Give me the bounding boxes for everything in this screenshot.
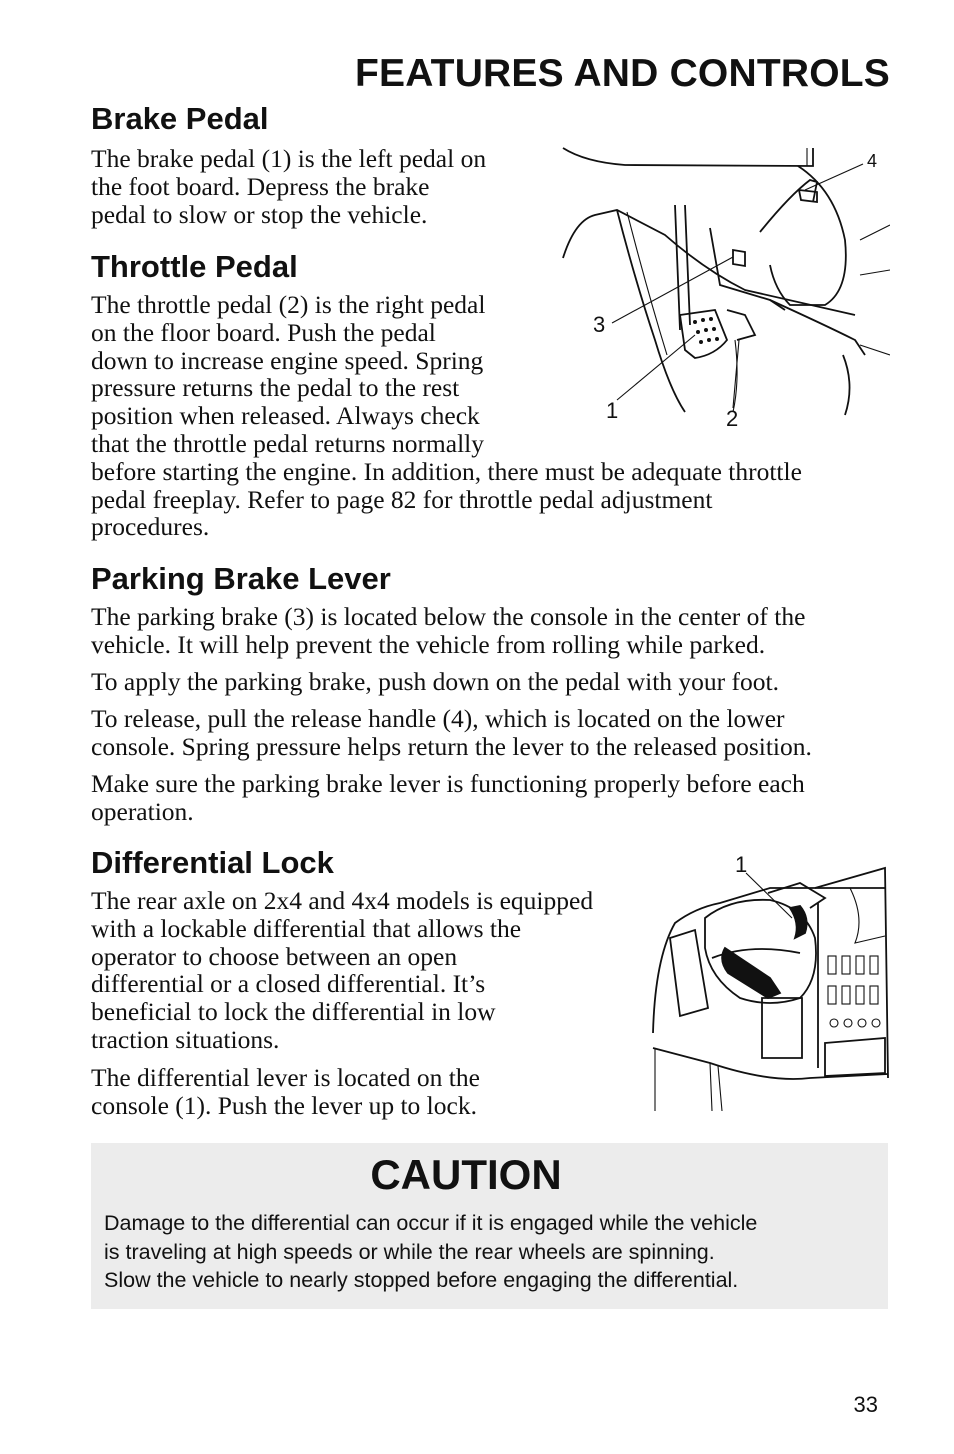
- text-line: vehicle. It will help prevent the vehicle from rolling while parked.: [91, 629, 766, 659]
- callout-2: 2: [726, 406, 739, 430]
- text-line: operator to choose between an open: [91, 941, 458, 971]
- text-line: console. Spring pressure helps return the lever to the released position.: [91, 731, 812, 761]
- page-header: FEATURES AND CONTROLS: [354, 52, 890, 95]
- text-line: position when released. Always check: [91, 401, 480, 431]
- text-line: differential or a closed differential. It’s: [91, 969, 486, 999]
- callout-3: 3: [593, 312, 606, 337]
- text-line: that the throttle pedal returns normally: [91, 428, 485, 458]
- text-line: pressure returns the pedal to the rest: [91, 373, 460, 403]
- text-line: Slow the vehicle to nearly stopped before engaging the differential.: [104, 1268, 739, 1292]
- text-line: Damage to the differential can occur if it is engaged while the vehicle: [104, 1211, 758, 1235]
- text-line: The differential lever is located on the: [91, 1063, 480, 1092]
- callout-4: 4: [867, 151, 878, 171]
- brake-pedal-heading: Brake Pedal: [91, 101, 269, 136]
- text-line: with a lockable differential that allows the: [91, 913, 522, 943]
- parking-brake-heading: Parking Brake Lever: [91, 561, 391, 596]
- caution-title: CAUTION: [370, 1151, 562, 1198]
- console-switch-panel: [828, 956, 880, 1027]
- text-line: operation.: [91, 796, 194, 826]
- caution-box: [91, 1143, 888, 1309]
- page-number: 33: [853, 1392, 878, 1417]
- text-line: traction situations.: [91, 1024, 280, 1054]
- text-line: on the floor board. Push the pedal: [91, 317, 436, 347]
- throttle-pedal-heading: Throttle Pedal: [91, 249, 298, 284]
- parking-brake-paragraph: [91, 603, 805, 659]
- parking-brake-paragraph: [91, 705, 812, 761]
- text-line: The parking brake (3) is located below the console in the center of the: [91, 602, 806, 631]
- pedals-drawing: [563, 148, 890, 415]
- pedal-tread-dots: [693, 317, 719, 344]
- text-line: before starting the engine. In addition, there must be adequate throttle: [91, 456, 802, 486]
- text-line: The throttle pedal (2) is the right pedal: [91, 290, 486, 319]
- text-line: beneficial to lock the differential in low: [91, 997, 496, 1027]
- caution-text: [104, 1209, 884, 1295]
- text-line: the foot board. Depress the brake: [91, 171, 430, 201]
- text-line: To release, pull the release handle (4), which is located on the lower: [91, 704, 785, 733]
- parking-brake-paragraph: [91, 668, 779, 696]
- text-line: pedal freeplay. Refer to page 82 for throttle pedal adjustment: [91, 484, 713, 514]
- brake-pedal-text: [91, 145, 486, 228]
- pedals-figure: [555, 140, 890, 430]
- differential-paragraph: [91, 887, 593, 1054]
- text-line: The brake pedal (1) is the left pedal on: [91, 144, 487, 173]
- text-line: Make sure the parking brake lever is functioning properly before each: [91, 769, 805, 798]
- text-line: pedal to slow or stop the vehicle.: [91, 199, 428, 229]
- text-line: procedures.: [91, 512, 210, 542]
- text-line: console (1). Push the lever up to lock.: [91, 1090, 477, 1120]
- differential-lock-heading: Differential Lock: [91, 845, 334, 880]
- text-line: To apply the parking brake, push down on the pedal with your foot.: [91, 667, 779, 696]
- text-line: is traveling at high speeds or while the rear wheels are spinning.: [104, 1239, 715, 1264]
- console-drawing: [653, 868, 888, 1111]
- console-figure: [650, 848, 890, 1113]
- differential-paragraph: [91, 1064, 480, 1120]
- callout-1: 1: [735, 852, 748, 877]
- callout-1: 1: [606, 398, 619, 423]
- text-line: The rear axle on 2x4 and 4x4 models is equipped: [91, 886, 594, 915]
- parking-brake-paragraph: [91, 770, 805, 826]
- text-line: down to increase engine speed. Spring: [91, 345, 484, 375]
